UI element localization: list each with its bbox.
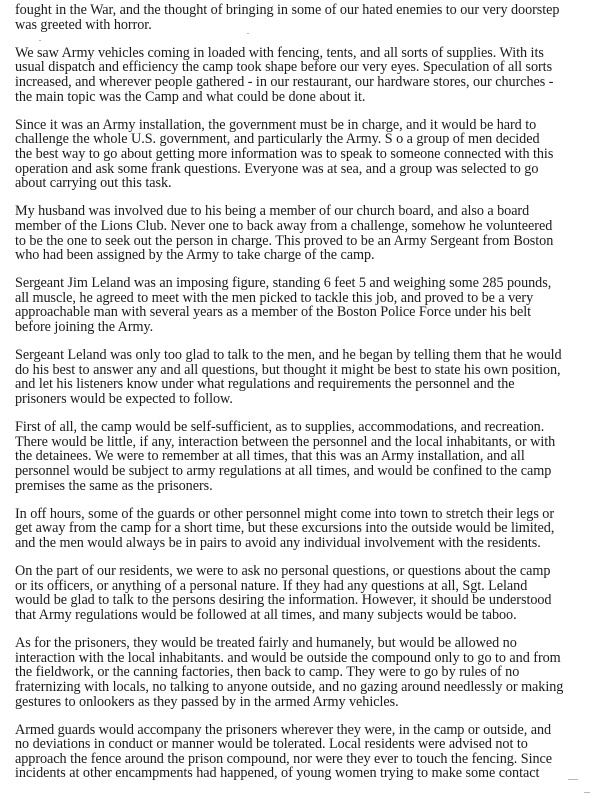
paragraph-5	[15, 276, 595, 334]
text-line: Sergeant Leland was only too glad to talk to the men, and he began by telling them that he would	[15, 347, 562, 364]
paragraph-7	[15, 420, 595, 493]
paragraph-4	[15, 204, 595, 262]
paragraph-3	[15, 118, 595, 191]
text-line: the best way to go about getting more information was to speak to someone connected with this	[15, 145, 554, 162]
text-line: fought in the War, and the thought of bringing in some of our hated enemies to our very doorstep	[15, 2, 560, 18]
text-line: the main topic was the Camp and what could be done about it.	[15, 88, 366, 105]
text-line: and let his listeners know under what regulations and requirements the personnel and the	[15, 376, 515, 393]
paragraph-11	[15, 723, 595, 781]
text-line: and the men would always be in pairs to avoid any individual involvement with the residents.	[15, 534, 541, 551]
text-line: interaction with the local inhabitants. and would be outside the compound only to go to and from	[15, 649, 561, 666]
text-line: There would be little, if any, interaction between the personnel and the local inhabitants, or with	[15, 433, 556, 450]
text-line: member of the Lions Club. Never one to back away from a challenge, somehow he volunteered	[15, 217, 553, 234]
text-line: approach the fence around the prison compound, nor were they ever to touch the fencing. Since	[15, 750, 553, 767]
text-line: personnel would be subject to army regulations at all times, and would be confined to the camp	[15, 463, 552, 479]
text-line: no deviations in conduct or manner would be tolerated. Local residents were advised not to	[15, 736, 528, 753]
text-line: incidents at other encampments had happened, of young women trying to make some contact	[15, 765, 540, 782]
text-line: fraternizing with locals, no talking to anyone outside, and no gazing around needlessly or making	[15, 678, 564, 695]
text-line: was greeted with horror.	[15, 16, 152, 33]
document-page	[15, 3, 595, 795]
text-line: As for the prisoners, they would be treated fairly and humanely, but would be allowed no	[15, 635, 517, 652]
text-line: would be glad to talk to the persons desiring the information. However, it should be understood	[15, 592, 552, 609]
text-line: Since it was an Army installation, the government must be in charge, and it would be hard to	[15, 116, 537, 133]
text-line: My husband was involved due to his being a member of our church board, and also a board	[15, 203, 530, 220]
text-line: First of all, the camp would be self-sufficient, as to supplies, accommodations, and recreation.	[15, 419, 545, 436]
text-line: challenge the whole U.S. government, and particularly the Army. S o a group of men decided	[15, 131, 540, 148]
text-line: On the part of our residents, we were to ask no personal questions, or questions about the camp	[15, 563, 551, 580]
paragraph-8	[15, 507, 595, 551]
text-line: approachable man with several years as a member of the Boston Police Force under his belt	[15, 304, 531, 321]
text-line: before joining the Army.	[15, 319, 154, 336]
text-line: do his best to answer any and all questions, but thought it might be best to state his own position,	[15, 361, 561, 378]
text-line: about carrying out this task.	[15, 175, 172, 192]
text-line: that Army regulations would be followed at all times, and many subjects would be taboo.	[15, 606, 517, 623]
text-line: usual dispatch and efficiency the camp took shape before our very eyes. Speculation of all sorts	[15, 59, 553, 76]
scan-speck	[584, 792, 590, 793]
text-line: get away from the camp for a short time, but these excursions into the outside would be limited,	[15, 520, 555, 537]
text-line: to be the one to seek out the person in charge. This proved to be an Army Sergeant from Boston	[15, 232, 554, 249]
text-line: the fieldwork, or the canning factories, then back to camp. They were to go by rules of no	[15, 664, 520, 681]
paragraph-2	[15, 46, 595, 104]
text-line: Armed guards would accompany the prisoners wherever they were, in the camp or outside, and	[15, 721, 552, 738]
text-line: increased, and wherever people gathered - in our restaurant, our hardware stores, our churches -	[15, 73, 554, 90]
text-line: We saw Army vehicles coming in loaded with fencing, tents, and all sorts of supplies. With its	[15, 44, 544, 61]
paragraph-6	[15, 348, 595, 406]
text-line: operation and ask some frank questions. Everyone was at sea, and a group was selected to go	[15, 160, 539, 177]
text-line: gestures to onlookers as they passed by in the armed Army vehicles.	[15, 693, 399, 710]
text-line: the detainees. We were to remember at all times, that this was an Army installation, and all	[15, 448, 525, 465]
text-line: Sergeant Jim Leland was an imposing figure, standing 6 feet 5 and weighing some 285 pounds,	[15, 275, 552, 292]
text-line: prisoners would be expected to follow.	[15, 391, 233, 408]
text-line: who had been assigned by the Army to take charge of the camp.	[15, 247, 375, 264]
scan-speck	[39, 40, 41, 41]
text-line: In off hours, some of the guards or other personnel might come into town to stretch their legs or	[15, 505, 555, 522]
scan-speck	[568, 779, 578, 780]
text-line: all muscle, he agreed to meet with the men picked to tackle this job, and proved to be a very	[15, 289, 534, 306]
text-line: or its officers, or anything of a personal nature. If they had any questions at all, Sgt. Leland	[15, 577, 528, 594]
paragraph-10	[15, 636, 595, 709]
paragraph-9	[15, 564, 595, 622]
scan-speck	[247, 33, 249, 34]
text-line: premises the same as the prisoners.	[15, 477, 213, 494]
paragraph-1	[15, 3, 595, 32]
